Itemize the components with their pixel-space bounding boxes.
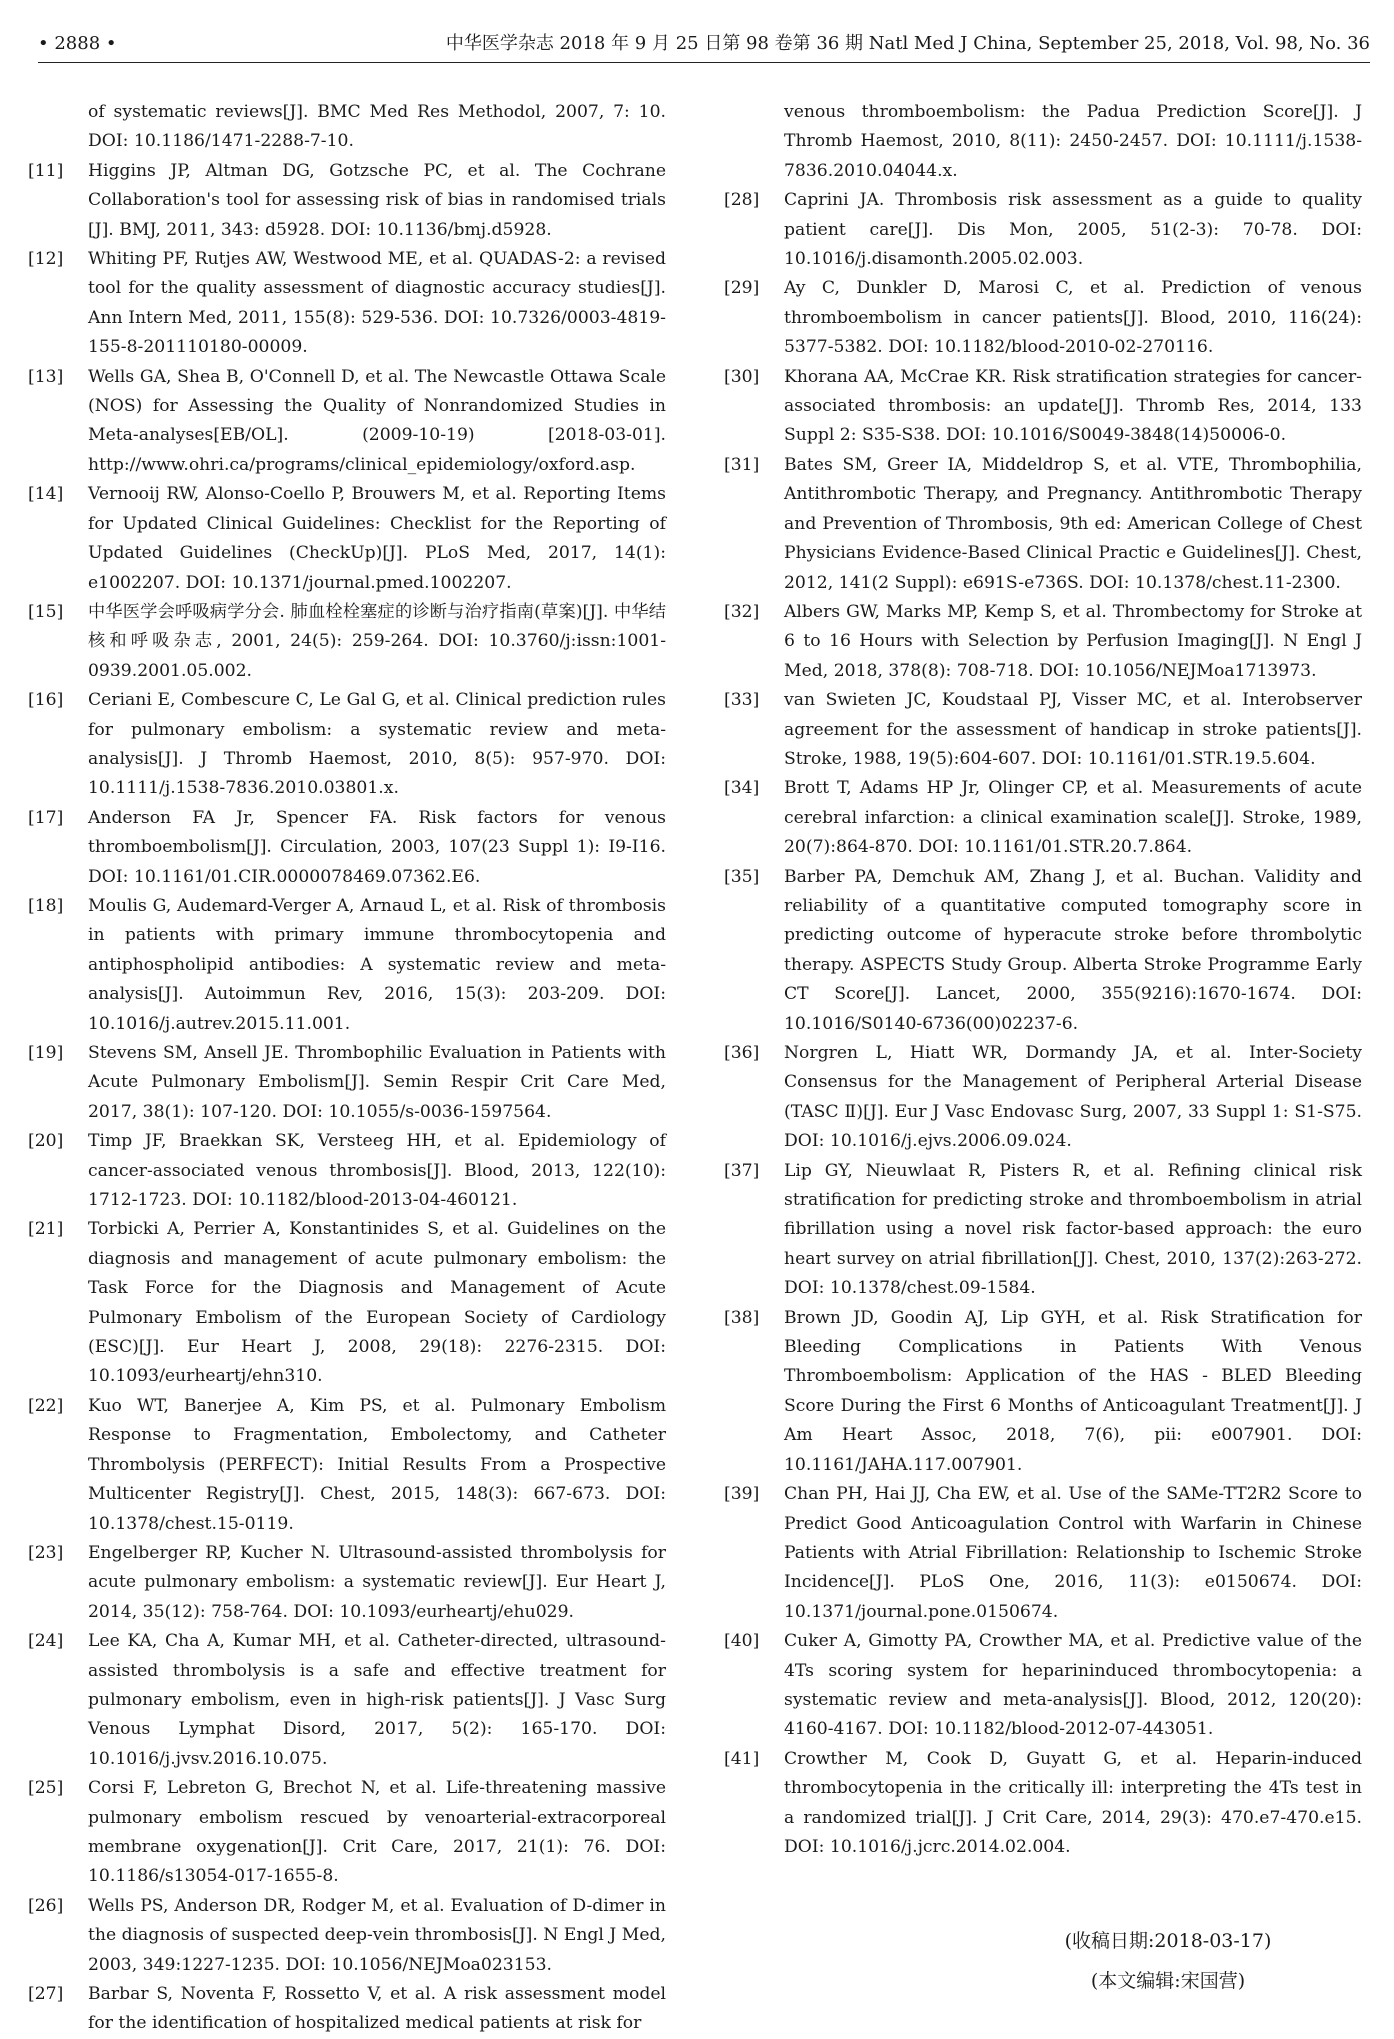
reference-number: [14] xyxy=(28,484,64,505)
reference-entry xyxy=(28,1774,666,1892)
reference-text: Albers GW, Marks MP, Kemp S, et al. Thrombectomy for Stroke at 6 to 16 Hours with Selection by Perfusion Imaging[J]. N Engl J Med, 2018, 378(8): 708-718. DOI: 10.1056/NEJMoa1713973. xyxy=(784,601,1362,681)
reference-entry xyxy=(724,1157,1362,1304)
reference-continuation: of systematic reviews[J]. BMC Med Res Methodol, 2007, 7: 10. DOI: 10.1186/1471-2288-7-10. xyxy=(88,102,666,152)
reference-number: [41] xyxy=(724,1748,760,1769)
reference-number: [12] xyxy=(28,249,64,270)
reference-number: [23] xyxy=(28,1542,64,1563)
reference-entry xyxy=(724,774,1362,862)
reference-text: Whiting PF, Rutjes AW, Westwood ME, et al. QUADAS-2: a revised tool for the quality assessment of diagnostic accuracy studies[J]. Ann Intern Med, 2011, 155(8): 529-536. DOI: 10.7326/0003-4819-155-8-201110180-00009. xyxy=(88,249,666,358)
reference-text: Corsi F, Lebreton G, Brechot N, et al. Life-threatening massive pulmonary embolism rescued by venoarterial-extracorporeal membrane oxygenation[J]. Crit Care, 2017, 21(1): 76. DOI: 10.1186/s13054-017-1655-8. xyxy=(88,1778,666,1887)
reference-entry xyxy=(28,1892,666,1980)
page-number: • 2888 • xyxy=(38,33,117,54)
reference-text: Higgins JP, Altman DG, Gotzsche PC, et al. The Cochrane Collaboration's tool for assessing risk of bias in randomised trials [J]. BMJ, 2011, 343: d5928. DOI: 10.1136/bmj.d5928. xyxy=(88,160,666,240)
editor-credit: (本文编辑:宋国营) xyxy=(1090,1970,1246,1992)
reference-text: Khorana AA, McCrae KR. Risk stratification strategies for cancer-associated thrombosis: an update[J]. Thromb Res, 2014, 133 Suppl 2: S35-S38. DOI: 10.1016/S0049-3848(14)50006-0. xyxy=(784,366,1362,446)
reference-text: Anderson FA Jr, Spencer FA. Risk factors for venous thromboembolism[J]. Circulation, 2003, 107(23 Suppl 1): I9-I16. DOI: 10.1161/01.CIR.0000078469.07362.E6. xyxy=(88,807,666,887)
reference-text: Brown JD, Goodin AJ, Lip GYH, et al. Risk Stratification for Bleeding Complications in Patients With Venous Thromboembolism: Application of the HAS - BLED Bleeding Score During the First 6 Months of Anticoagulant Treatment[J]. J Am Heart Assoc, 2018, 7(6), pii: e007901. DOI: 10.1161/JAHA.117.007901. xyxy=(784,1307,1362,1475)
reference-text: Lee KA, Cha A, Kumar MH, et al. Catheter-directed, ultrasound-assisted thrombolysis is a safe and effective treatment for pulmonary embolism, even in high-risk patients[J]. J Vasc Surg Venous Lymphat Disord, 2017, 5(2): 165-170. DOI: 10.1016/j.jvsv.2016.10.075. xyxy=(88,1631,666,1769)
reference-number: [11] xyxy=(28,160,64,181)
reference-text: Barber PA, Demchuk AM, Zhang J, et al. Buchan. Validity and reliability of a quantitative computed tomography score in predicting outcome of hyperacute stroke before thrombolytic therapy. ASPECTS Study Group. Alberta Stroke Programme Early CT Score[J]. Lancet, 2000, 355(9216):1670-1674. DOI: 10.1016/S0140-6736(00)02237-6. xyxy=(784,866,1362,1034)
reference-number: [29] xyxy=(724,278,760,299)
reference-text: Norgren L, Hiatt WR, Dormandy JA, et al. Inter-Society Consensus for the Management of Peripheral Arterial Disease (TASC Ⅱ)[J]. Eur J Vasc Endovasc Surg, 2007, 33 Suppl 1: S1-S75. DOI: 10.1016/j.ejvs.2006.09.024. xyxy=(784,1043,1362,1152)
reference-number: [26] xyxy=(28,1895,64,1916)
reference-number: [38] xyxy=(724,1307,760,1328)
reference-number: [30] xyxy=(724,366,760,387)
reference-number: [20] xyxy=(28,1131,64,1152)
reference-entry xyxy=(28,245,666,363)
reference-number: [16] xyxy=(28,690,64,711)
reference-entry xyxy=(28,598,666,686)
reference-entry xyxy=(724,1627,1362,1745)
reference-text: Ceriani E, Combescure C, Le Gal G, et al. Clinical prediction rules for pulmonary embolism: a systematic review and meta-analysis[J]. J Thromb Haemost, 2010, 8(5): 957-970. DOI: 10.1111/j.1538-7836.2010.03801.x. xyxy=(88,690,666,799)
reference-number: [21] xyxy=(28,1219,64,1240)
reference-entry xyxy=(28,1627,666,1774)
reference-entry xyxy=(724,863,1362,1039)
reference-number: [37] xyxy=(724,1160,760,1181)
reference-text: Wells GA, Shea B, O'Connell D, et al. The Newcastle Ottawa Scale (NOS) for Assessing the Quality of Nonrandomized Studies in Meta-analyses[EB/OL]. (2009-10-19) [2018-03-01]. http://www.ohri.ca/programs/clinical_epidemiology/oxford.asp. xyxy=(88,366,666,475)
reference-text: Stevens SM, Ansell JE. Thrombophilic Evaluation in Patients with Acute Pulmonary Embolism[J]. Semin Respir Crit Care Med, 2017, 38(1): 107-120. DOI: 10.1055/s-0036-1597564. xyxy=(88,1043,666,1122)
reference-number: [40] xyxy=(724,1631,760,1652)
running-header xyxy=(38,28,1370,62)
reference-text: Torbicki A, Perrier A, Konstantinides S, et al. Guidelines on the diagnosis and management of acute pulmonary embolism: the Task Force for the Diagnosis and Management of Acute Pulmonary Embolism of the European Society of Cardiology (ESC)[J]. Eur Heart J, 2008, 29(18): 2276-2315. DOI: 10.1093/eurheartj/ehn310. xyxy=(88,1219,666,1387)
reference-number: [39] xyxy=(724,1484,760,1505)
reference-continuation: venous thromboembolism: the Padua Prediction Score[J]. J Thromb Haemost, 2010, 8(11): 2450-2457. DOI: 10.1111/j.1538-7836.2010.04044.x. xyxy=(784,102,1362,181)
reference-number: [36] xyxy=(724,1043,760,1063)
reference-entry xyxy=(28,480,666,598)
reference-text: Lip GY, Nieuwlaat R, Pisters R, et al. Refining clinical risk stratification for predicting stroke and thromboembolism in atrial fibrillation using a novel risk factor-based approach: the euro heart survey on atrial fibrillation[J]. Chest, 2010, 137(2):263-272. DOI: 10.1378/chest.09-1584. xyxy=(784,1160,1362,1299)
reference-entry xyxy=(28,1127,666,1215)
reference-entry xyxy=(724,451,1362,598)
reference-entry xyxy=(28,1539,666,1627)
reference-number: [17] xyxy=(28,807,64,828)
reference-entry xyxy=(28,1392,666,1539)
reference-entry xyxy=(28,1215,666,1391)
reference-entry xyxy=(28,892,666,1039)
reference-entry xyxy=(28,1039,666,1127)
header-rule xyxy=(38,62,1370,63)
reference-entry xyxy=(724,1745,1362,1863)
reference-entry xyxy=(28,363,666,481)
reference-entry xyxy=(724,598,1362,686)
reference-entry xyxy=(724,186,1362,274)
reference-entry xyxy=(724,1480,1362,1627)
reference-number: [32] xyxy=(724,601,760,622)
reference-number: [13] xyxy=(28,366,64,387)
reference-number: [18] xyxy=(28,895,64,916)
reference-text: Kuo WT, Banerjee A, Kim PS, et al. Pulmonary Embolism Response to Fragmentation, Embolectomy, and Catheter Thrombolysis (PERFECT): Initial Results From a Prospective Multicenter Registry[J]. Chest, 2015, 148(3): 667-673. DOI: 10.1378/chest.15-0119. xyxy=(88,1395,666,1534)
reference-text: Brott T, Adams HP Jr, Olinger CP, et al. Measurements of acute cerebral infarction: a clinical examination scale[J]. Stroke, 1989, 20(7):864-870. DOI: 10.1161/01.STR.20.7.864. xyxy=(784,778,1362,858)
reference-number: [35] xyxy=(724,866,760,887)
right-reference-column xyxy=(724,98,1362,2018)
reference-text: Bates SM, Greer IA, Middeldrop S, et al. VTE, Thrombophilia, Antithrombotic Therapy, and Pregnancy. Antithrombotic Therapy and Prevention of Thrombosis, 9th ed: American College of Chest Physicians Evidence-Based Clinical Practic e Guidelines[J]. Chest, 2012, 141(2 Suppl): e691S-e736S. DOI: 10.1378/chest.11-2300. xyxy=(784,454,1362,593)
reference-number: [15] xyxy=(28,601,64,622)
reference-text: 中华医学会呼吸病学分会. 肺血栓栓塞症的诊断与治疗指南(草案)[J]. 中华结核和呼吸杂志, 2001, 24(5): 259-264. DOI: 10.3760/j:issn:1001-0939.2001.05.002. xyxy=(88,601,666,681)
reference-text: van Swieten JC, Koudstaal PJ, Visser MC, et al. Interobserver agreement for the assessment of handicap in stroke patients[J]. Stroke, 1988, 19(5):604-607. DOI: 10.1161/01.STR.19.5.604. xyxy=(784,690,1362,769)
reference-text: Ay C, Dunkler D, Marosi C, et al. Prediction of venous thromboembolism in cancer patients[J]. Blood, 2010, 116(24): 5377-5382. DOI: 10.1182/blood-2010-02-270116. xyxy=(784,278,1362,358)
reference-text: Barbar S, Noventa F, Rossetto V, et al. A risk assessment model for the identification of hospitalized medical patients at risk for xyxy=(88,1984,666,2034)
reference-number: [25] xyxy=(28,1778,64,1799)
reference-entry xyxy=(28,157,666,245)
reference-entry xyxy=(28,686,666,804)
reference-number: [31] xyxy=(724,454,760,475)
reference-entry xyxy=(724,1304,1362,1480)
reference-number: [33] xyxy=(724,690,760,711)
reference-text: Engelberger RP, Kucher N. Ultrasound-assisted thrombolysis for acute pulmonary embolism: a systematic review[J]. Eur Heart J, 2014, 35(12): 758-764. DOI: 10.1093/eurheartj/ehu029. xyxy=(88,1542,666,1622)
reference-entry xyxy=(724,1039,1362,1157)
reference-text: Wells PS, Anderson DR, Rodger M, et al. Evaluation of D-dimer in the diagnosis of suspected deep-vein thrombosis[J]. N Engl J Med, 2003, 349:1227-1235. DOI: 10.1056/NEJMoa023153. xyxy=(88,1895,666,1975)
reference-number: [28] xyxy=(724,190,760,211)
journal-citation-header: 中华医学杂志 2018 年 9 月 25 日第 98 卷第 36 期 Natl Med J China, September 25, 2018, Vol. 98, No. 36 xyxy=(445,33,1370,54)
reference-entry xyxy=(28,804,666,892)
reference-number: [22] xyxy=(28,1395,64,1416)
reference-text: Cuker A, Gimotty PA, Crowther MA, et al. Predictive value of the 4Ts scoring system for heparininduced thrombocytopenia: a systematic review and meta-analysis[J]. Blood, 2012, 120(20): 4160-4167. DOI: 10.1182/blood-2012-07-443051. xyxy=(784,1631,1362,1740)
reference-number: [34] xyxy=(724,778,760,799)
reference-entry xyxy=(724,274,1362,362)
reference-text: Caprini JA. Thrombosis risk assessment as a guide to quality patient care[J]. Dis Mon, 2005, 51(2-3): 70-78. DOI: 10.1016/j.disamonth.2005.02.003. xyxy=(784,190,1362,270)
reference-number: [24] xyxy=(28,1631,64,1652)
received-date: (收稿日期:2018-03-17) xyxy=(1064,1930,1272,1952)
reference-text: Timp JF, Braekkan SK, Versteeg HH, et al. Epidemiology of cancer-associated venous thrombosis[J]. Blood, 2013, 122(10): 1712-1723. DOI: 10.1182/blood-2013-04-460121. xyxy=(88,1131,666,1211)
reference-text: Moulis G, Audemard-Verger A, Arnaud L, et al. Risk of thrombosis in patients with primary immune thrombocytopenia and antiphospholipid antibodies: A systematic review and meta-analysis[J]. Autoimmun Rev, 2016, 15(3): 203-209. DOI: 10.1016/j.autrev.2015.11.001. xyxy=(88,895,666,1034)
reference-text: Crowther M, Cook D, Guyatt G, et al. Heparin-induced thrombocytopenia in the critically ill: interpreting the 4Ts test in a randomized trial[J]. J Crit Care, 2014, 29(3): 470.e7-470.e15. DOI: 10.1016/j.jcrc.2014.02.004. xyxy=(784,1748,1362,1857)
reference-number: [19] xyxy=(28,1043,64,1063)
reference-text: Vernooij RW, Alonso-Coello P, Brouwers M, et al. Reporting Items for Updated Clinical Guidelines: Checklist for the Reporting of Updated Guidelines (CheckUp)[J]. PLoS Med, 2017, 14(1): e1002207. DOI: 10.1371/journal.pmed.1002207. xyxy=(88,484,666,593)
reference-entry xyxy=(724,363,1362,451)
reference-text: Chan PH, Hai JJ, Cha EW, et al. Use of the SAMe-TT2R2 Score to Predict Good Anticoagulation Control with Warfarin in Chinese Patients with Atrial Fibrillation: Relationship to Ischemic Stroke Incidence[J]. PLoS One, 2016, 11(3): e0150674. DOI: 10.1371/journal.pone.0150674. xyxy=(784,1484,1362,1622)
reference-entry xyxy=(28,1980,666,2039)
reference-entry xyxy=(724,686,1362,774)
reference-number: [27] xyxy=(28,1984,64,2004)
left-reference-column xyxy=(28,98,666,2034)
